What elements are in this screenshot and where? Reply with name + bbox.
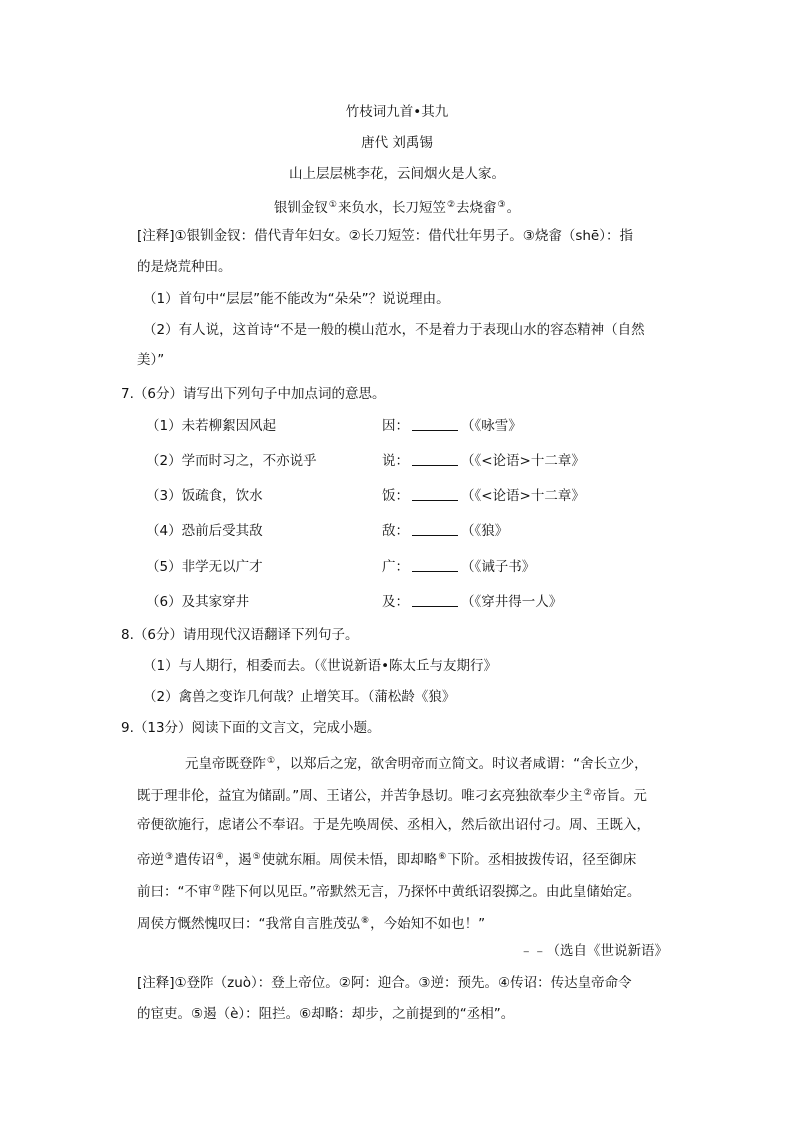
poem-question-1: （1）首句中“层层”能不能改为“朵朵”？说说理由。 [143,291,450,307]
q9-source: ﹣﹣（选自《世说新语》 [519,943,668,959]
poem-title: 竹枝词九首•其九 [345,104,449,120]
poem-note-2: 的是烧荒种田。 [137,259,232,275]
q8-sentence-1: （1）与人期行，相委而去。（《世说新语•陈太丘与友期行》 [143,658,498,674]
q7-sentence: （3）饭疏食，饮水 [146,488,263,504]
text: ，以郑后之宠，欲舍明帝而立简文。时议者咸谓：“舍长立少， [276,756,648,772]
text: 。 [506,200,521,216]
q7-sentence: （4）恐前后受其敌 [146,523,263,539]
q7-word: 广： [382,559,409,575]
q9-passage-line [137,879,640,902]
q7-answer [382,416,522,436]
q9-passage-line: 帝便欲施行，虑诸公不奉诏。于是先唤周侯、丞相入，然后欲出诏付刁。周、王既入， [137,817,650,833]
footnote-mark: ② [446,200,456,210]
q7-word: 饭： [382,488,409,504]
q7-header: 7.（6分）请写出下列句子中加点词的意思。 [121,386,386,402]
text: 银钏金钗 [273,200,328,216]
footnote-mark: ③ [497,200,506,210]
poem-question-2b: 美）” [137,352,165,368]
q7-answer [382,557,535,577]
footnote-mark: ⑥ [438,852,447,862]
text: ，遏 [224,852,252,868]
q7-source: （《穿井得一人》 [461,594,563,610]
q7-answer [382,451,585,471]
text: 元皇帝既登阼 [185,756,266,772]
q7-sentence: （6）及其家穿井 [146,594,250,610]
q8-header: 8.（6分）请用现代汉语翻译下列句子。 [121,627,359,643]
q9-passage-line [137,847,636,870]
answer-blank[interactable] [412,522,458,536]
footnote-mark: ② [583,788,592,798]
answer-blank[interactable] [412,452,458,466]
text: 去烧畲 [456,200,497,216]
q7-source: （《<论语>十二章》 [461,488,585,504]
text: ，今始知不如也！” [370,916,486,932]
q7-sentence: （2）学而时习之，不亦说乎 [146,453,317,469]
q7-source: （《咏雪》 [461,418,522,434]
q9-header: 9.（13分）阅读下面的文言文，完成小题。 [121,720,381,736]
text: 前曰：“不审 [137,884,212,900]
poem-author: 唐代 刘禹锡 [361,135,433,151]
poem-note-1: [注释]①银钏金钗：借代青年妇女。②长刀短笠：借代壮年男子。③烧畲（shē）：指 [137,228,633,244]
text: 遣传诏 [174,852,215,868]
footnote-mark: ③ [165,852,174,862]
q7-source: （《<论语>十二章》 [461,453,585,469]
poem-line-1: 山上层层桃李花，云间烟火是人家。 [289,166,505,182]
q8-sentence-2: （2）禽兽之变诈几何哉？止增笑耳。（蒲松龄《狼》 [143,689,456,705]
poem-question-2a: （2）有人说，这首诗“不是一般的模山范水，不是着力于表现山水的容态精神（自然 [143,322,645,338]
q7-answer [382,592,562,612]
q9-passage-line [137,911,485,934]
q7-source: （《诫子书》 [461,559,536,575]
poem-line-2 [0,195,794,218]
q7-word: 因： [382,418,409,434]
answer-blank[interactable] [412,593,458,607]
text: 既于理非伦，益宜为储副。”周、王诸公，并苦争恳切。唯刁玄亮独欲奉少主 [137,788,583,804]
q7-word: 敌： [382,523,409,539]
text: 来负水，长刀短笠 [337,200,446,216]
text: 周侯方慨然愧叹曰：“我常自言胜茂弘 [137,916,360,932]
footnote-mark: ① [328,200,337,210]
q7-sentence: （5）非学无以广才 [146,559,263,575]
q9-note-2: 的宦吏。⑤遏（è）：阻拦。⑥却略：却步，之前提到的“丞相”。 [137,1006,515,1022]
text: 陛下何以见臣。”帝默然无言，乃探怀中黄纸诏裂掷之。由此皇储始定。 [221,884,641,900]
footnote-mark: ④ [215,852,224,862]
answer-blank[interactable] [412,417,458,431]
q9-passage-line [137,783,647,806]
q7-word: 及： [382,594,409,610]
q7-answer [382,486,585,506]
q7-word: 说： [382,453,409,469]
q7-sentence: （1）未若柳絮因风起 [146,418,277,434]
q9-note-1: [注释]①登阼（zuò）：登上帝位。②阿：迎合。③逆：预先。④传诏：传达皇帝命令 [137,975,632,991]
footnote-mark: ① [267,756,276,766]
footnote-mark: ⑦ [212,884,221,894]
answer-blank[interactable] [412,558,458,572]
q7-answer [382,521,508,541]
footnote-mark: ⑧ [361,916,370,926]
answer-blank[interactable] [412,487,458,501]
footnote-mark: ⑤ [252,852,261,862]
q7-source: （《狼》 [461,523,509,539]
text: 使就东厢。周侯未悟，即却略 [261,852,438,868]
q9-passage-line [185,751,648,774]
text: 帝逆 [137,852,164,868]
text: 下阶。丞相披拨传诏，径至御床 [447,852,637,868]
text: 帝旨。元 [592,788,647,804]
